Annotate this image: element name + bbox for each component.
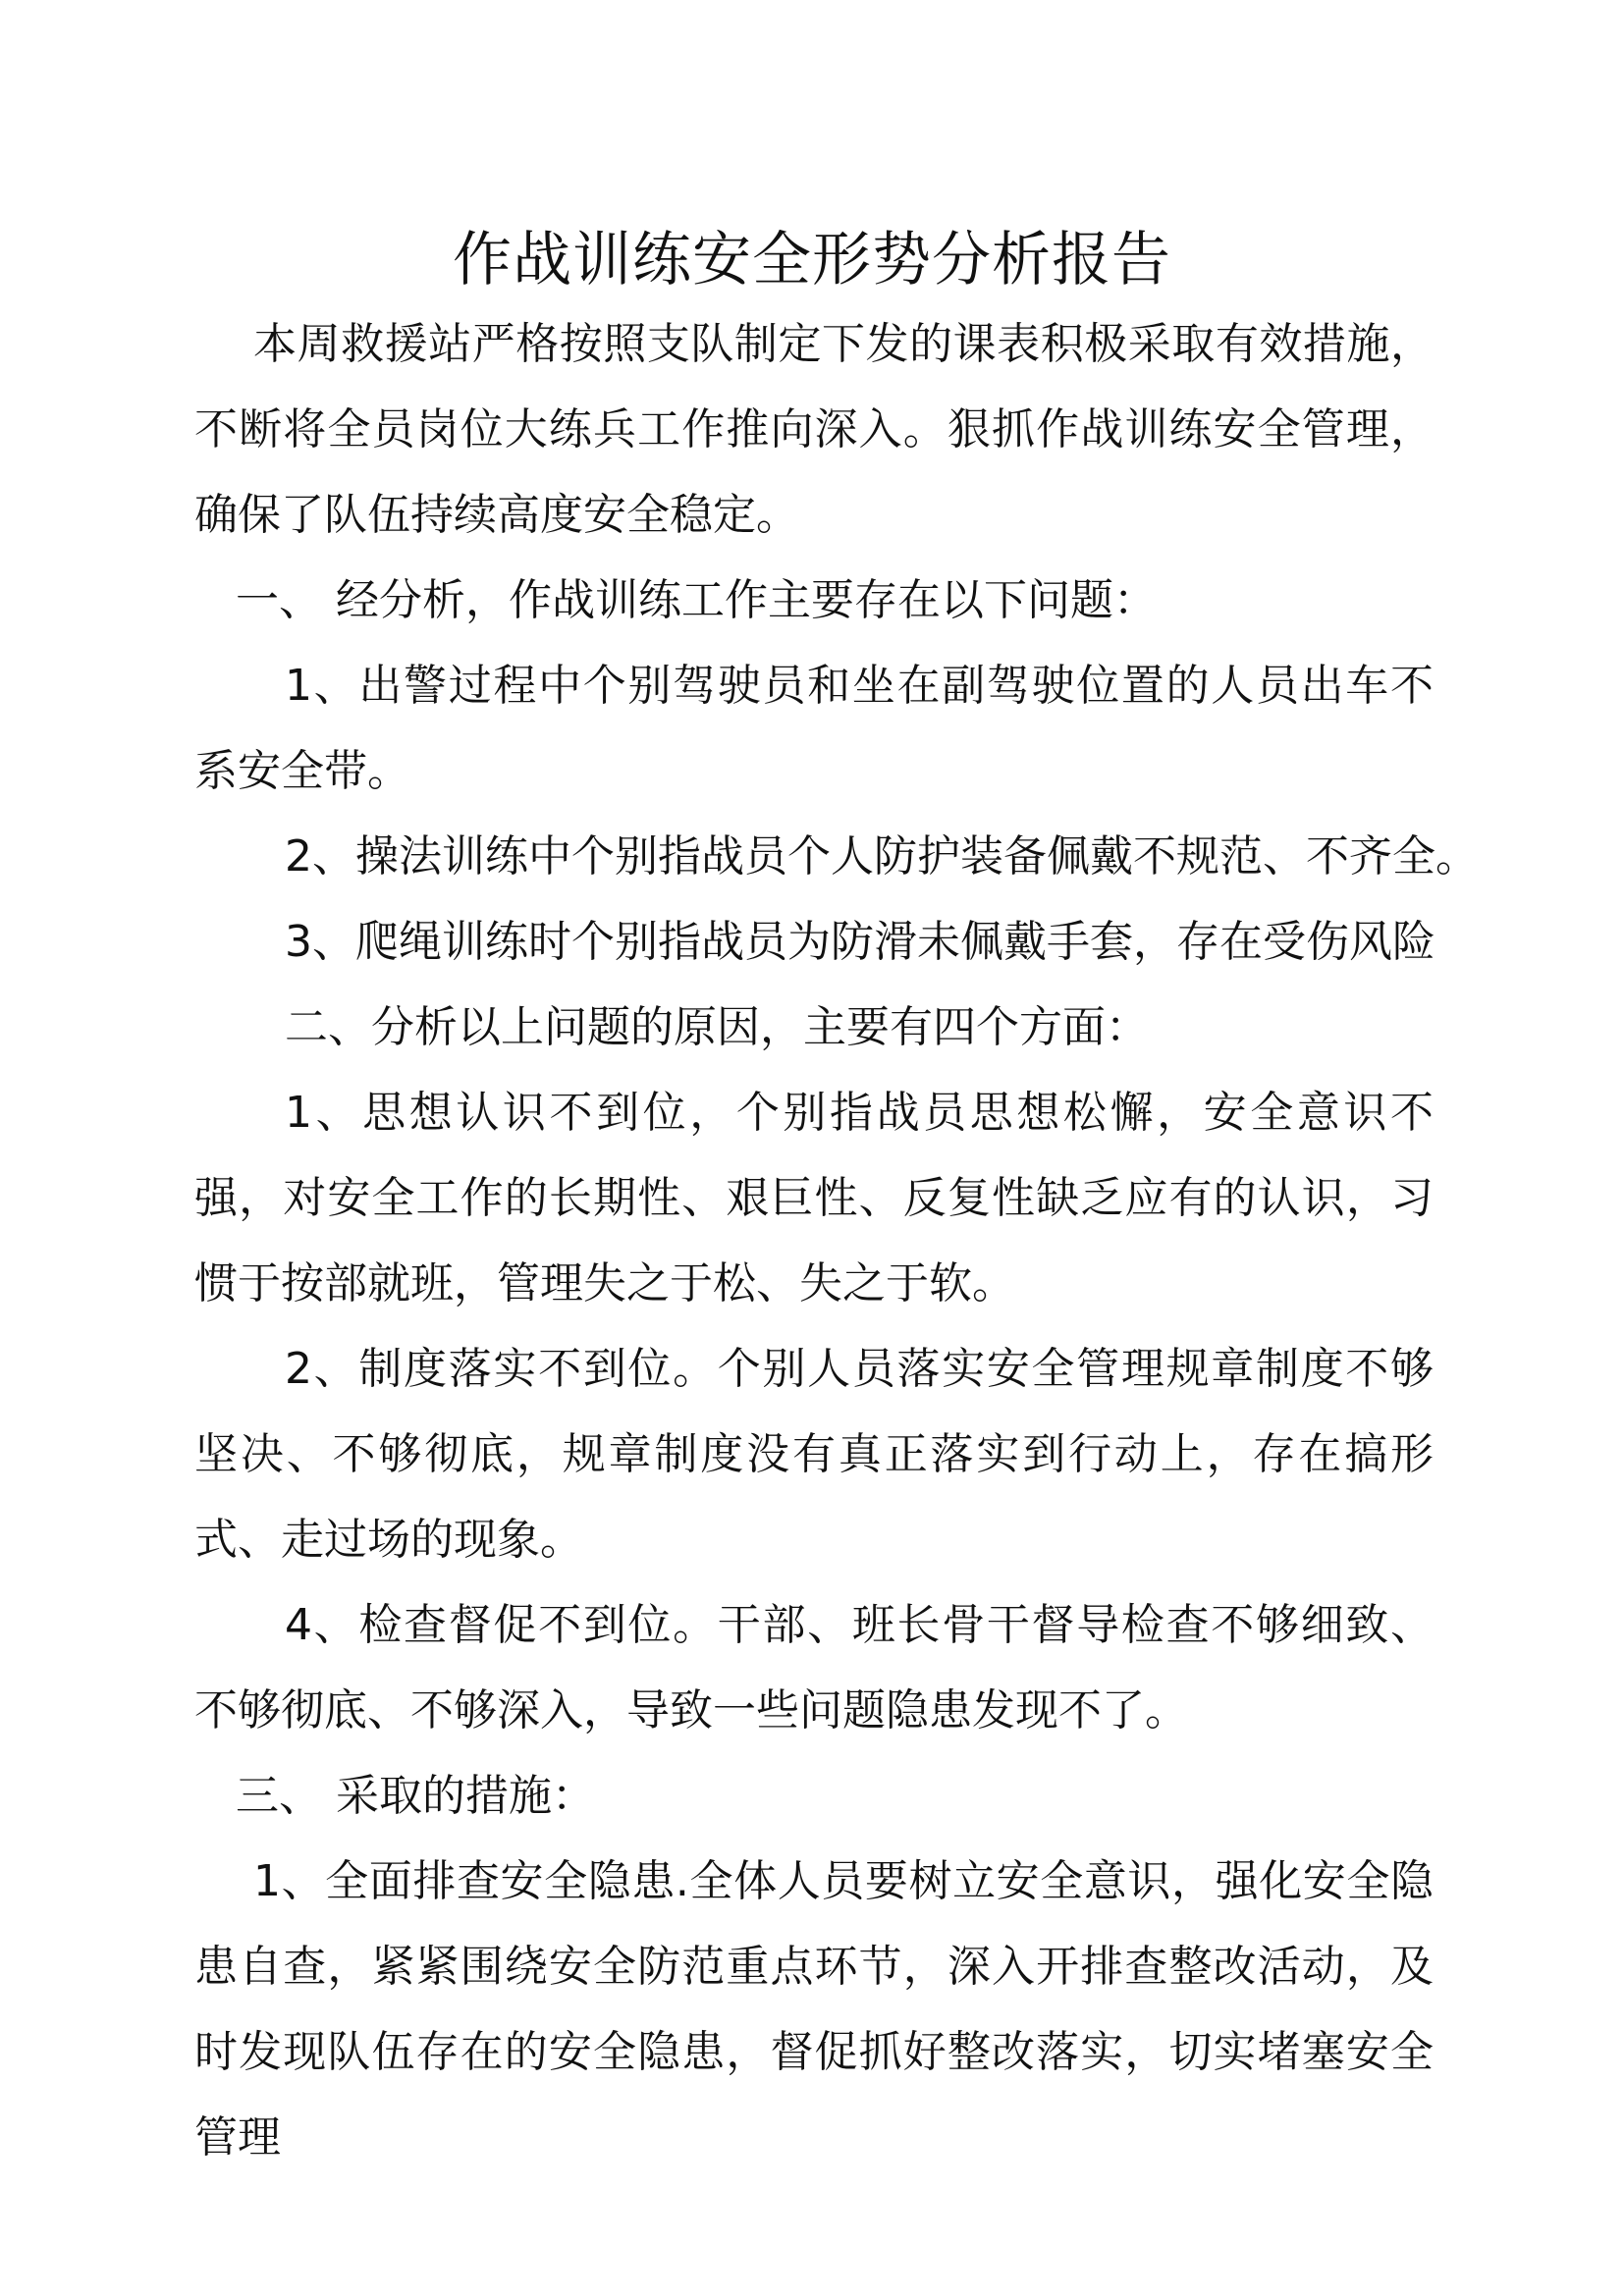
section-heading-measures: 三、 采取的措施：	[236, 1771, 595, 1821]
cause-item-4: 4、检查督促不到位。干部、班长骨干督导检查不够细致、不够彻底、不够深入，导致一些问题隐患发现不了。	[194, 1600, 1434, 1735]
document-title: 作战训练安全形势分析报告	[453, 226, 1171, 294]
measure-item-1: 1、全面排查安全隐患.全体人员要树立安全意识，强化安全隐患自查，紧紧围绕安全防范重点环节，深入开排查整改活动，及时发现队伍存在的安全隐患，督促抓好整改落实，切实堵塞安全管理	[194, 1856, 1434, 2163]
intro-paragraph: 本周救援站严格按照支队制定下发的课表积极采取有效措施，不断将全员岗位大练兵工作推向深入。狠抓作战训练安全管理，确保了队伍持续高度安全稳定。	[194, 319, 1434, 540]
cause-item-2: 2、制度落实不到位。个别人员落实安全管理规章制度不够坚决、不够彻底，规章制度没有真正落实到行动上，存在搞形式、走过场的现象。	[194, 1344, 1434, 1565]
cause-item-1: 1、思想认识不到位，个别指战员思想松懈，安全意识不强，对安全工作的长期性、艰巨性、反复性缺乏应有的认识，习惯于按部就班，管理失之于松、失之于软。	[194, 1088, 1434, 1308]
problem-item-1: 1、出警过程中个别驾驶员和坐在副驾驶位置的人员出车不系安全带。	[194, 661, 1434, 796]
problem-item-3: 3、爬绳训练时个别指战员为防滑未佩戴手套，存在受伤风险	[285, 917, 1435, 967]
section-heading-problems: 一、 经分析，作战训练工作主要存在以下问题：	[236, 575, 1157, 625]
document-body	[194, 301, 1479, 2180]
problem-item-2: 2、操法训练中个别指战员个人防护装备佩戴不规范、不齐全。	[285, 831, 1479, 881]
section-heading-causes: 二、分析以上问题的原因，主要有四个方面：	[285, 1002, 1149, 1052]
